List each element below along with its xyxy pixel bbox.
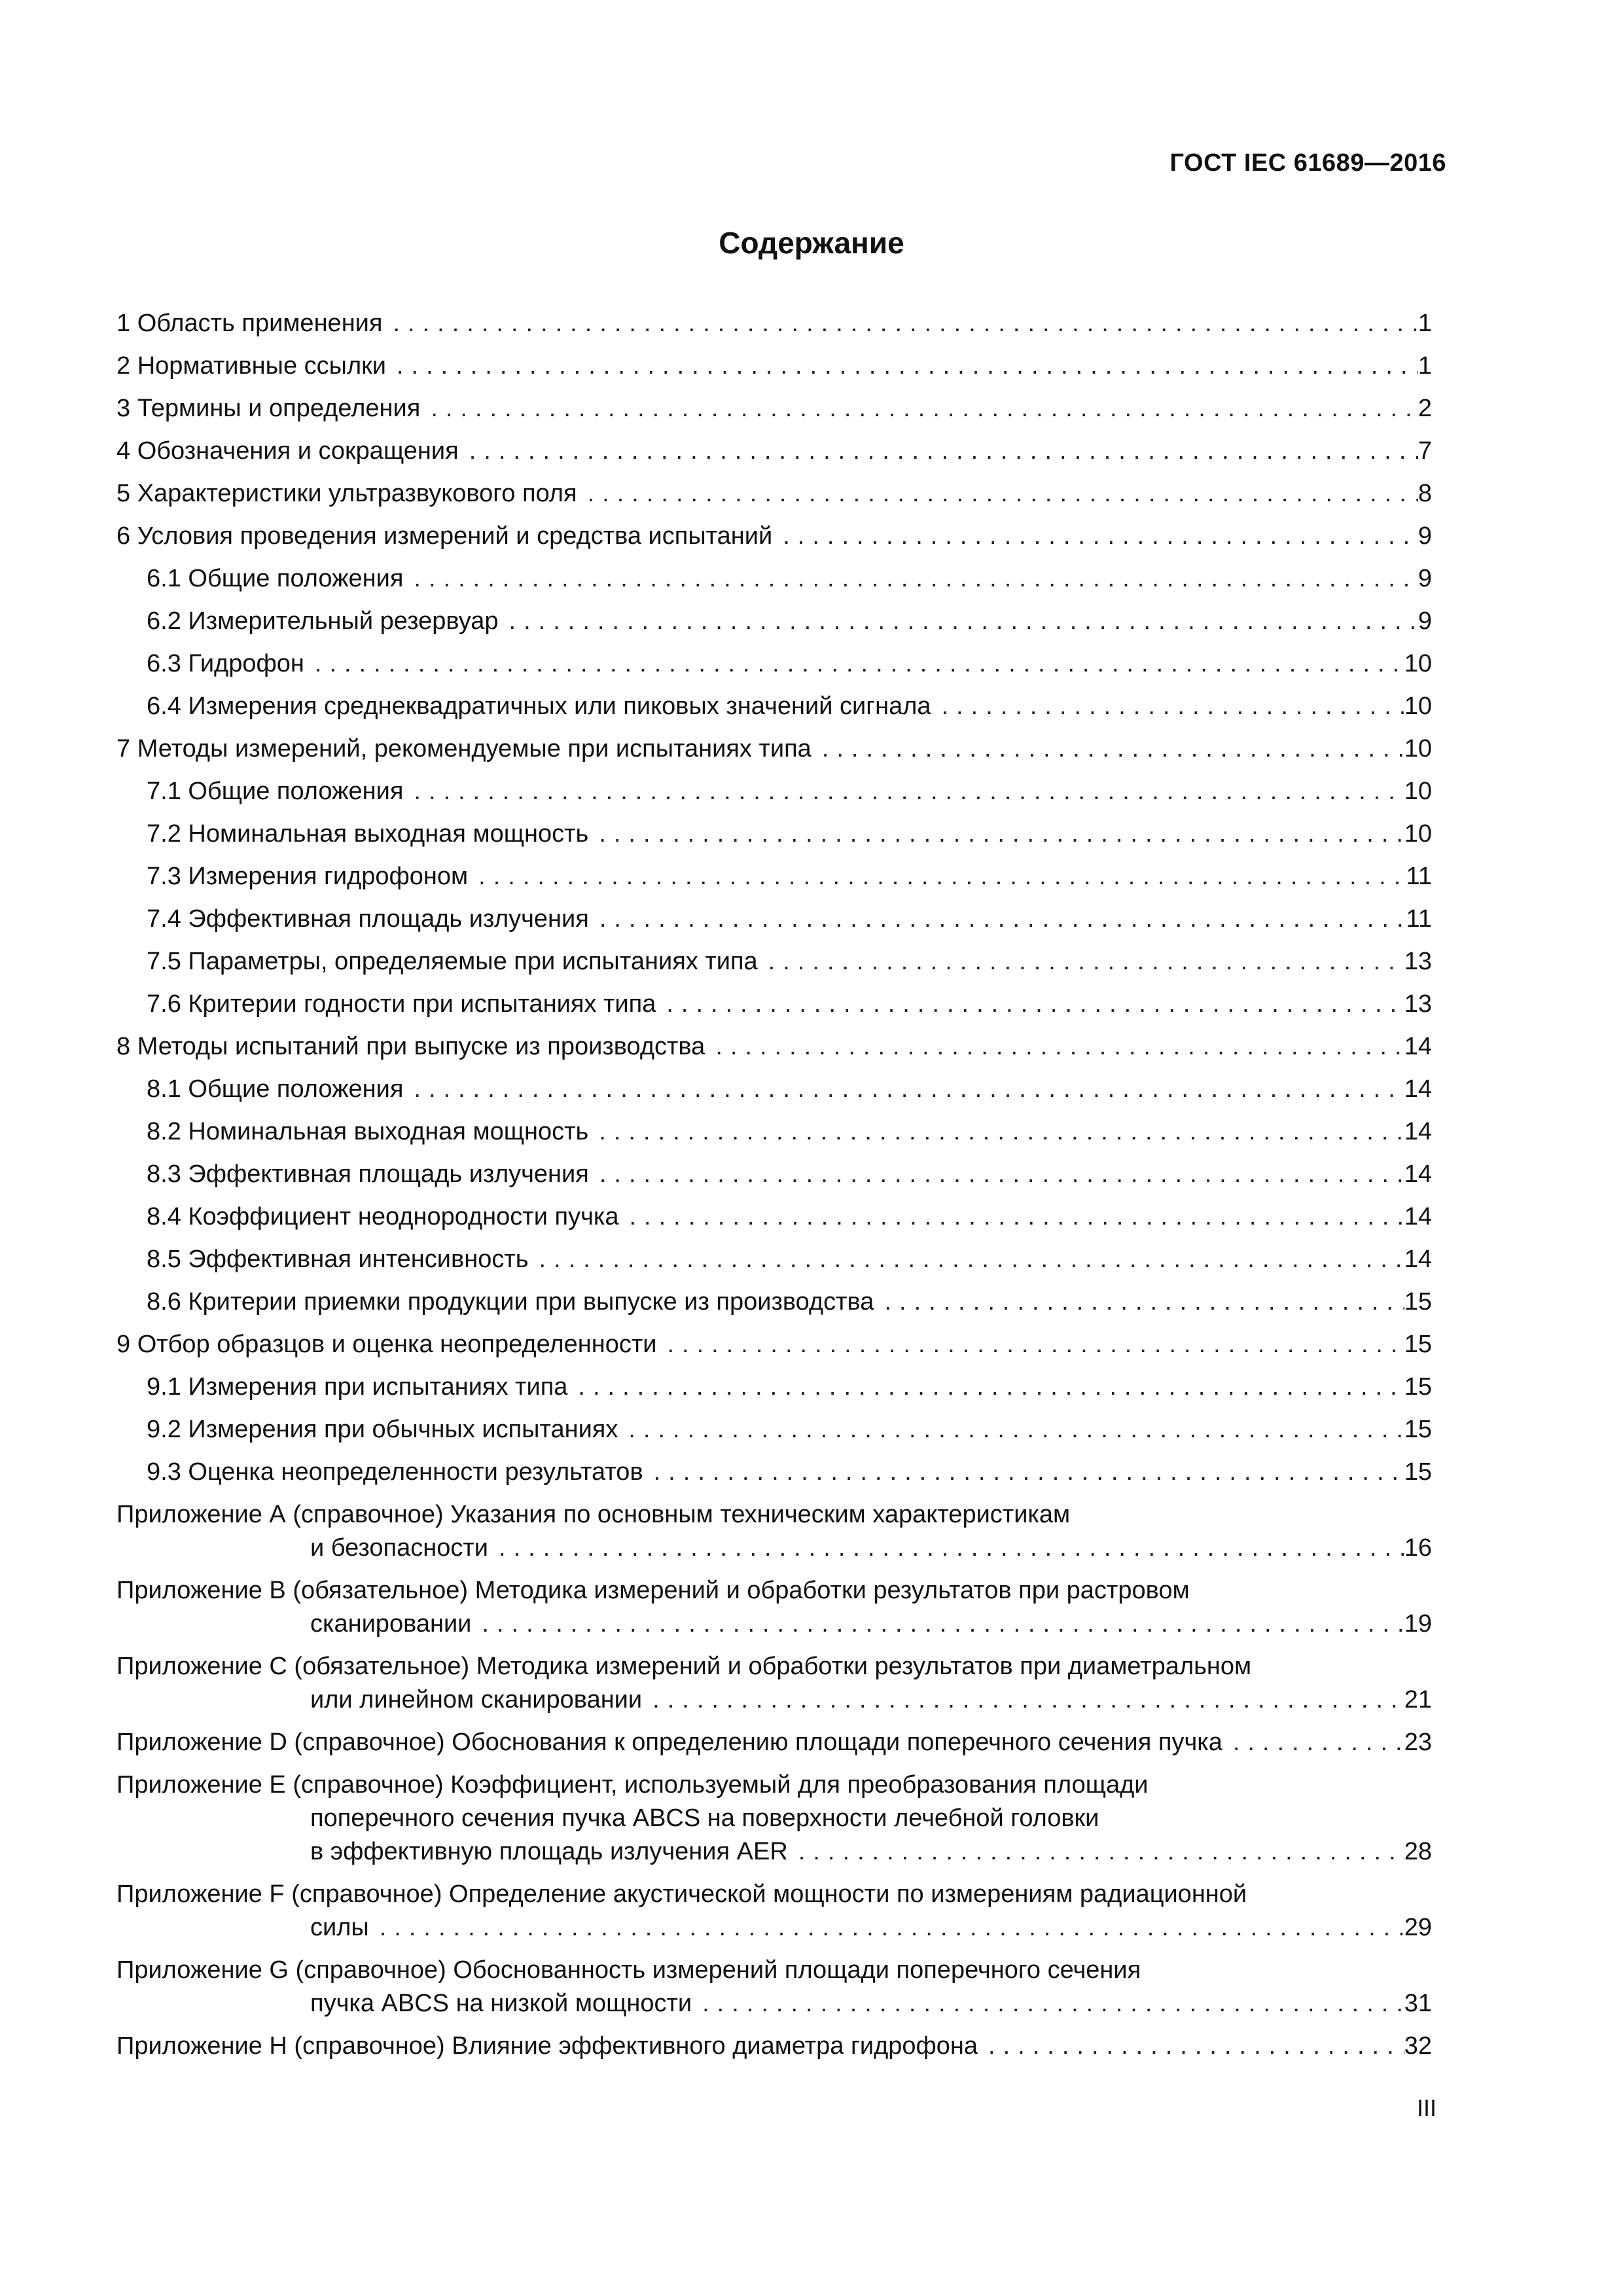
toc-entry-label: 9.1 Измерения при испытаниях типа (147, 1373, 568, 1401)
toc-appendix-entry[interactable] (116, 1721, 1432, 1764)
toc-entry-page: 15 (1404, 1373, 1432, 1401)
toc-entry-page: 10 (1404, 692, 1432, 720)
toc-appendix-entry[interactable] (116, 1873, 1432, 1949)
toc-entry-label: 9.3 Оценка неопределенности результатов (147, 1458, 643, 1486)
toc-entry-label: 7.2 Номинальная выходная мощность (147, 820, 589, 848)
dot-leader (618, 1196, 1404, 1238)
toc-entry[interactable] (116, 1408, 1432, 1451)
toc-entry[interactable] (116, 1196, 1432, 1238)
appendix-line: Приложение F (справочное) Определение акустической мощности по измерениям радиационной (116, 1880, 1247, 1908)
dot-leader (304, 643, 1404, 685)
appendix-page: 23 (1404, 1729, 1432, 1756)
appendix-page: 29 (1404, 1914, 1432, 1941)
dot-leader (642, 1683, 1404, 1717)
toc-entry-page: 7 (1418, 437, 1432, 465)
toc-entry-label: 6.1 Общие положения (147, 565, 404, 592)
appendix-line: пучка ABCS на низкой мощности (310, 1990, 692, 2017)
toc-entry-page: 15 (1404, 1288, 1432, 1316)
toc-entry[interactable] (116, 302, 1432, 345)
toc-entry-label: 7.3 Измерения гидрофоном (147, 863, 469, 890)
dot-leader (403, 558, 1418, 600)
dot-leader (471, 1607, 1404, 1641)
appendix-line: и безопасности (310, 1534, 489, 1562)
toc-appendix-entry[interactable] (116, 1494, 1432, 1570)
dot-leader (567, 1366, 1404, 1408)
toc-appendices (116, 1494, 1432, 2068)
dot-leader (788, 1835, 1404, 1869)
appendix-page: 21 (1404, 1686, 1432, 1713)
appendix-line: или линейном сканировании (310, 1686, 643, 1713)
dot-leader (589, 1153, 1404, 1196)
toc-entry-label: 7 Методы измерений, рекомендуемые при испытаниях типа (116, 735, 812, 762)
toc-entry-page: 2 (1418, 395, 1432, 422)
toc-entry[interactable] (116, 430, 1432, 473)
toc-entry[interactable] (116, 387, 1432, 430)
toc-entry-label: 8.3 Эффективная площадь излучения (147, 1160, 589, 1188)
toc-entry-label: 7.6 Критерии годности при испытаниях типа (147, 990, 656, 1018)
toc-entry-label: 8 Методы испытаний при выпуске из производства (116, 1033, 705, 1060)
toc-entry-page: 14 (1404, 1246, 1432, 1273)
toc-entry-label: 1 Область применения (116, 310, 383, 337)
table-of-contents (116, 302, 1432, 2068)
toc-entry-page: 14 (1404, 1033, 1432, 1060)
toc-entry[interactable] (116, 983, 1432, 1026)
toc-entry[interactable] (116, 558, 1432, 600)
toc-entry[interactable] (116, 1238, 1432, 1281)
toc-entry[interactable] (116, 770, 1432, 813)
dot-leader (705, 1026, 1404, 1068)
appendix-line: в эффективную площадь излучения AER (310, 1838, 788, 1865)
toc-entry-page: 14 (1404, 1203, 1432, 1230)
toc-entry-label: 9.2 Измерения при обычных испытаниях (147, 1416, 618, 1443)
dot-leader (588, 813, 1404, 855)
toc-entry-page: 10 (1404, 820, 1432, 848)
toc-entry-label: 7.4 Эффективная площадь излучения (147, 905, 589, 933)
toc-entry-page: 11 (1406, 905, 1432, 933)
toc-entry-page: 11 (1406, 863, 1432, 890)
toc-entry-label: 8.2 Номинальная выходная мощность (147, 1118, 589, 1145)
dot-leader (772, 515, 1418, 558)
appendix-line: силы (310, 1914, 369, 1941)
dot-leader (931, 685, 1404, 728)
dot-leader (758, 941, 1404, 983)
toc-entry[interactable] (116, 473, 1432, 515)
toc-entry[interactable] (116, 685, 1432, 728)
toc-appendix-entry[interactable] (116, 2025, 1432, 2068)
toc-entry[interactable] (116, 345, 1432, 387)
toc-entry[interactable] (116, 941, 1432, 983)
appendix-line: Приложение G (справочное) Обоснованность измерений площади поперечного сечения (116, 1956, 1141, 1984)
toc-entry-page: 14 (1404, 1160, 1432, 1188)
toc-entry-page: 10 (1404, 778, 1432, 805)
toc-entry-label: 4 Обозначения и сокращения (116, 437, 459, 465)
appendix-line: Приложение D (справочное) Обоснования к определению площади поперечного сечения пучка (116, 1729, 1222, 1756)
dot-leader (874, 1281, 1404, 1323)
toc-entry-label: 8.5 Эффективная интенсивность (147, 1246, 529, 1273)
toc-entry-page: 13 (1404, 948, 1432, 975)
toc-entry[interactable] (116, 643, 1432, 685)
appendix-page: 16 (1404, 1534, 1432, 1562)
dot-leader (589, 898, 1406, 941)
toc-entry-page: 9 (1418, 522, 1432, 550)
appendix-page: 31 (1404, 1990, 1432, 2017)
toc-entry-label: 6.4 Измерения среднеквадратичных или пиковых значений сигнала (147, 692, 931, 720)
toc-entry-page: 14 (1404, 1075, 1432, 1103)
appendix-line: Приложение С (обязательное) Методика измерений и обработки результатов при диаметральном (116, 1653, 1252, 1680)
dot-leader (812, 728, 1404, 770)
dot-leader (643, 1451, 1404, 1494)
dot-leader (499, 600, 1418, 643)
toc-entry-page: 15 (1404, 1458, 1432, 1486)
toc-entry[interactable] (116, 1111, 1432, 1153)
toc-entry-page: 1 (1418, 310, 1432, 337)
page-title: Содержание (719, 226, 904, 260)
dot-leader (420, 387, 1418, 430)
toc-entry-label: 8.6 Критерии приемки продукции при выпуске из производства (147, 1288, 874, 1316)
toc-entry-label: 7.5 Параметры, определяемые при испытаниях типа (147, 948, 758, 975)
toc-entry[interactable] (116, 1068, 1432, 1111)
toc-entry-page: 1 (1418, 352, 1432, 380)
toc-entry-page: 14 (1404, 1118, 1432, 1145)
dot-leader (577, 473, 1418, 515)
toc-entry-label: 9 Отбор образцов и оценка неопределенности (116, 1331, 657, 1358)
appendix-line: Приложение В (обязательное) Методика измерений и обработки результатов при растровом (116, 1577, 1190, 1604)
toc-entry[interactable] (116, 728, 1432, 770)
toc-entry-page: 9 (1418, 565, 1432, 592)
toc-entry-label: 8.4 Коэффициент неоднородности пучка (147, 1203, 619, 1230)
toc-entry-label: 6 Условия проведения измерений и средства испытаний (116, 522, 773, 550)
appendix-page: 32 (1404, 2032, 1432, 2060)
appendix-line: Приложение Е (справочное) Коэффициент, используемый для преобразования площади (116, 1771, 1149, 1799)
toc-entry-page: 15 (1404, 1331, 1432, 1358)
appendix-page: 19 (1404, 1610, 1432, 1638)
toc-entry-page: 13 (1404, 990, 1432, 1018)
toc-entry-label: 2 Нормативные ссылки (116, 352, 386, 380)
dot-leader (386, 345, 1418, 387)
dot-leader (1222, 1726, 1404, 1759)
toc-entry-page: 15 (1404, 1416, 1432, 1443)
toc-entry-label: 7.1 Общие положения (147, 778, 404, 805)
dot-leader (692, 1987, 1404, 2020)
dot-leader (978, 2030, 1404, 2063)
toc-entry-page: 8 (1418, 480, 1432, 507)
toc-entry[interactable] (116, 1323, 1432, 1366)
toc-entry[interactable] (116, 898, 1432, 941)
toc-entry[interactable] (116, 1281, 1432, 1323)
toc-entry[interactable] (116, 515, 1432, 558)
dot-leader (468, 855, 1406, 898)
dot-leader (403, 770, 1404, 813)
toc-entry-page: 9 (1418, 607, 1432, 635)
dot-leader (588, 1111, 1404, 1153)
toc-entry-label: 3 Термины и определения (116, 395, 421, 422)
toc-entry-label: 8.1 Общие положения (147, 1075, 404, 1103)
dot-leader (529, 1238, 1404, 1281)
toc-entry-page: 10 (1404, 735, 1432, 762)
toc-entry[interactable] (116, 813, 1432, 855)
toc-entry[interactable] (116, 600, 1432, 643)
dot-leader (459, 430, 1418, 473)
dot-leader (403, 1068, 1404, 1111)
appendix-line: Приложение А (справочное) Указания по основным техническим характеристикам (116, 1501, 1071, 1528)
toc-appendix-entry[interactable] (116, 1570, 1432, 1645)
page-number: III (1416, 2094, 1436, 2121)
toc-sections (116, 302, 1432, 1494)
dot-leader (618, 1408, 1404, 1451)
toc-entry[interactable] (116, 855, 1432, 898)
toc-entry-label: 5 Характеристики ультразвукового поля (116, 480, 577, 507)
appendix-line: сканировании (310, 1610, 472, 1638)
appendix-page: 28 (1404, 1838, 1432, 1865)
dot-leader (657, 1323, 1404, 1366)
dot-leader (488, 1532, 1404, 1565)
toc-entry[interactable] (116, 1366, 1432, 1408)
toc-entry[interactable] (116, 1451, 1432, 1494)
toc-appendix-entry[interactable] (116, 1645, 1432, 1721)
toc-appendix-entry[interactable] (116, 1949, 1432, 2025)
document-code-header: ГОСТ IEC 61689—2016 (1169, 149, 1446, 177)
toc-entry-label: 6.3 Гидрофон (147, 650, 304, 677)
dot-leader (656, 983, 1404, 1026)
toc-appendix-entry[interactable] (116, 1764, 1432, 1873)
dot-leader (369, 1911, 1404, 1945)
appendix-line: Приложение Н (справочное) Влияние эффективного диаметра гидрофона (116, 2032, 978, 2060)
toc-entry[interactable] (116, 1026, 1432, 1068)
dot-leader (382, 302, 1418, 345)
toc-entry[interactable] (116, 1153, 1432, 1196)
toc-entry-page: 10 (1404, 650, 1432, 677)
toc-entry-label: 6.2 Измерительный резервуар (147, 607, 499, 635)
appendix-line: поперечного сечения пучка ABCS на поверхности лечебной головки (310, 1804, 1099, 1832)
